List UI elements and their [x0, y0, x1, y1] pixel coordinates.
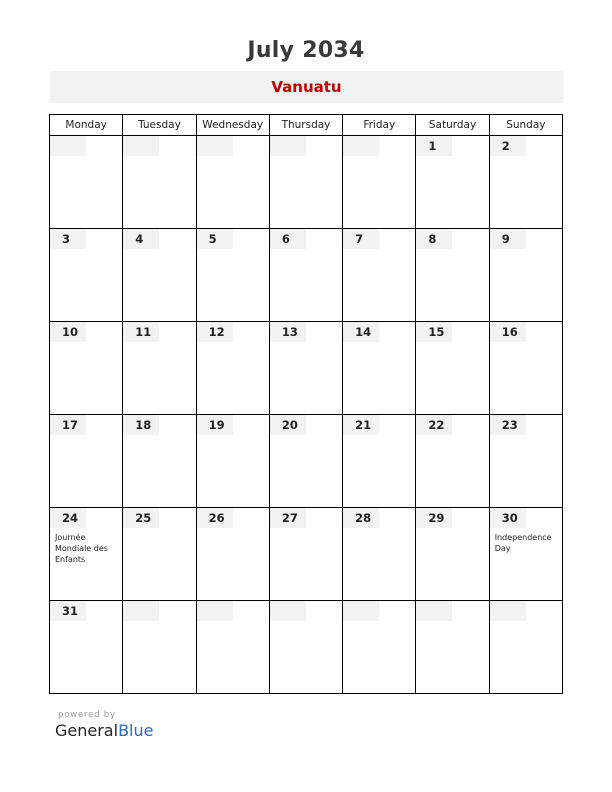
- day-number-text: 9: [501, 232, 510, 246]
- day-cell: [416, 601, 489, 694]
- day-number: [197, 601, 233, 621]
- day-cell[interactable]: [196, 322, 269, 415]
- week-row: [50, 136, 563, 229]
- day-cell: [489, 601, 562, 694]
- day-number: [123, 601, 159, 621]
- day-number-text: 16: [501, 325, 518, 339]
- day-number: [490, 601, 526, 621]
- day-number: [123, 136, 159, 156]
- week-row: [50, 229, 563, 322]
- day-number-text: 2: [501, 139, 510, 153]
- day-cell[interactable]: [489, 136, 562, 229]
- day-cell[interactable]: [489, 229, 562, 322]
- day-number-text: 6: [281, 232, 290, 246]
- holiday-label: Journée Mondiale des Enfants: [55, 533, 108, 564]
- day-number: [490, 415, 526, 435]
- day-number: [123, 229, 159, 249]
- day-cell: [123, 601, 196, 694]
- day-number-text: 19: [208, 418, 225, 432]
- day-cell: [50, 136, 123, 229]
- weekday-tuesday: Tuesday: [123, 115, 196, 136]
- day-number: [123, 508, 159, 528]
- day-cell[interactable]: [343, 322, 416, 415]
- day-cell: [123, 136, 196, 229]
- day-cell[interactable]: [123, 322, 196, 415]
- day-cell[interactable]: [123, 229, 196, 322]
- weekday-sunday: Sunday: [489, 115, 562, 136]
- day-number: [123, 322, 159, 342]
- day-number-text: 17: [62, 418, 79, 432]
- day-cell[interactable]: [489, 415, 562, 508]
- day-cell[interactable]: [489, 322, 562, 415]
- brand-logo[interactable]: [55, 721, 153, 740]
- day-number-text: 27: [281, 511, 298, 525]
- day-number-text: 23: [501, 418, 518, 432]
- day-cell[interactable]: [489, 508, 562, 601]
- day-cell: [196, 136, 269, 229]
- day-number: [197, 322, 233, 342]
- day-cell[interactable]: [123, 508, 196, 601]
- day-number: [50, 508, 86, 528]
- country-name: Vanuatu: [271, 78, 342, 96]
- day-number-text: 28: [355, 511, 372, 525]
- day-number-text: 8: [428, 232, 437, 246]
- day-number-text: 25: [135, 511, 152, 525]
- day-number-text: 22: [428, 418, 445, 432]
- day-number: [197, 136, 233, 156]
- day-number: [270, 136, 306, 156]
- day-number-text: 5: [208, 232, 217, 246]
- day-cell[interactable]: [196, 508, 269, 601]
- day-cell[interactable]: [343, 415, 416, 508]
- day-cell[interactable]: [50, 601, 123, 694]
- week-row: [50, 601, 563, 694]
- day-number-text: 20: [281, 418, 298, 432]
- day-cell[interactable]: [416, 508, 489, 601]
- day-cell[interactable]: [50, 322, 123, 415]
- day-number: [50, 601, 86, 621]
- day-number: [343, 136, 379, 156]
- day-cell[interactable]: [343, 229, 416, 322]
- day-number-text: 14: [355, 325, 372, 339]
- day-number-text: 21: [355, 418, 372, 432]
- day-cell[interactable]: [196, 415, 269, 508]
- day-number-text: 4: [135, 232, 144, 246]
- day-number: [270, 601, 306, 621]
- page-title: July 2034: [247, 38, 365, 63]
- day-number: [343, 601, 379, 621]
- day-number-text: 30: [501, 511, 518, 525]
- day-number: [416, 322, 452, 342]
- day-number: [416, 601, 452, 621]
- day-number: [197, 229, 233, 249]
- day-number: [490, 229, 526, 249]
- day-number: [490, 322, 526, 342]
- calendar-grid: [49, 114, 563, 694]
- holiday-label: Independence Day: [494, 533, 552, 553]
- day-number: [343, 415, 379, 435]
- day-number: [416, 508, 452, 528]
- weekday-wednesday: Wednesday: [196, 115, 269, 136]
- day-number: [270, 322, 306, 342]
- day-number: [197, 508, 233, 528]
- day-number-text: 26: [208, 511, 225, 525]
- day-cell[interactable]: [343, 508, 416, 601]
- brand-blue: Blue: [118, 721, 154, 740]
- day-number: [270, 229, 306, 249]
- day-number: [416, 415, 452, 435]
- day-cell[interactable]: [50, 508, 123, 601]
- day-number-text: 1: [428, 139, 437, 153]
- day-number-text: 18: [135, 418, 152, 432]
- day-cell[interactable]: [196, 229, 269, 322]
- week-row: [50, 415, 563, 508]
- day-number: [50, 415, 86, 435]
- week-row: [50, 508, 563, 601]
- week-row: [50, 322, 563, 415]
- day-cell[interactable]: [50, 415, 123, 508]
- day-cell[interactable]: [416, 415, 489, 508]
- day-number-text: 7: [355, 232, 364, 246]
- day-cell: [269, 601, 342, 694]
- day-number: [490, 508, 526, 528]
- day-cell: [343, 136, 416, 229]
- day-cell[interactable]: [416, 229, 489, 322]
- day-cell: [196, 601, 269, 694]
- day-cell[interactable]: [416, 322, 489, 415]
- weekday-header-row: [50, 115, 563, 136]
- day-number: [343, 508, 379, 528]
- weekday-monday: Monday: [50, 115, 123, 136]
- day-number: [50, 136, 86, 156]
- day-number-text: 10: [62, 325, 79, 339]
- day-number: [343, 229, 379, 249]
- day-cell[interactable]: [50, 229, 123, 322]
- day-number: [343, 322, 379, 342]
- day-cell[interactable]: [416, 136, 489, 229]
- day-cell[interactable]: [269, 415, 342, 508]
- day-number-text: 15: [428, 325, 445, 339]
- day-cell: [343, 601, 416, 694]
- day-number-text: 13: [281, 325, 298, 339]
- brand-general: General: [55, 721, 119, 740]
- weekday-saturday: Saturday: [416, 115, 489, 136]
- day-number: [270, 508, 306, 528]
- day-number: [197, 415, 233, 435]
- day-cell[interactable]: [269, 508, 342, 601]
- day-number-text: 12: [208, 325, 225, 339]
- day-cell[interactable]: [123, 415, 196, 508]
- day-number: [50, 322, 86, 342]
- weekday-friday: Friday: [343, 115, 416, 136]
- day-number: [270, 415, 306, 435]
- day-number: [50, 229, 86, 249]
- day-number-text: 31: [62, 604, 79, 618]
- day-number: [490, 136, 526, 156]
- day-number-text: 11: [135, 325, 152, 339]
- powered-by-label: powered by: [58, 710, 116, 720]
- day-number: [123, 415, 159, 435]
- day-number-text: 3: [62, 232, 71, 246]
- day-number: [416, 136, 452, 156]
- day-cell: [269, 136, 342, 229]
- day-number-text: 29: [428, 511, 445, 525]
- day-cell[interactable]: [269, 229, 342, 322]
- day-number: [416, 229, 452, 249]
- day-number-text: 24: [62, 511, 79, 525]
- day-cell[interactable]: [269, 322, 342, 415]
- weekday-thursday: Thursday: [269, 115, 342, 136]
- country-banner: [50, 71, 563, 103]
